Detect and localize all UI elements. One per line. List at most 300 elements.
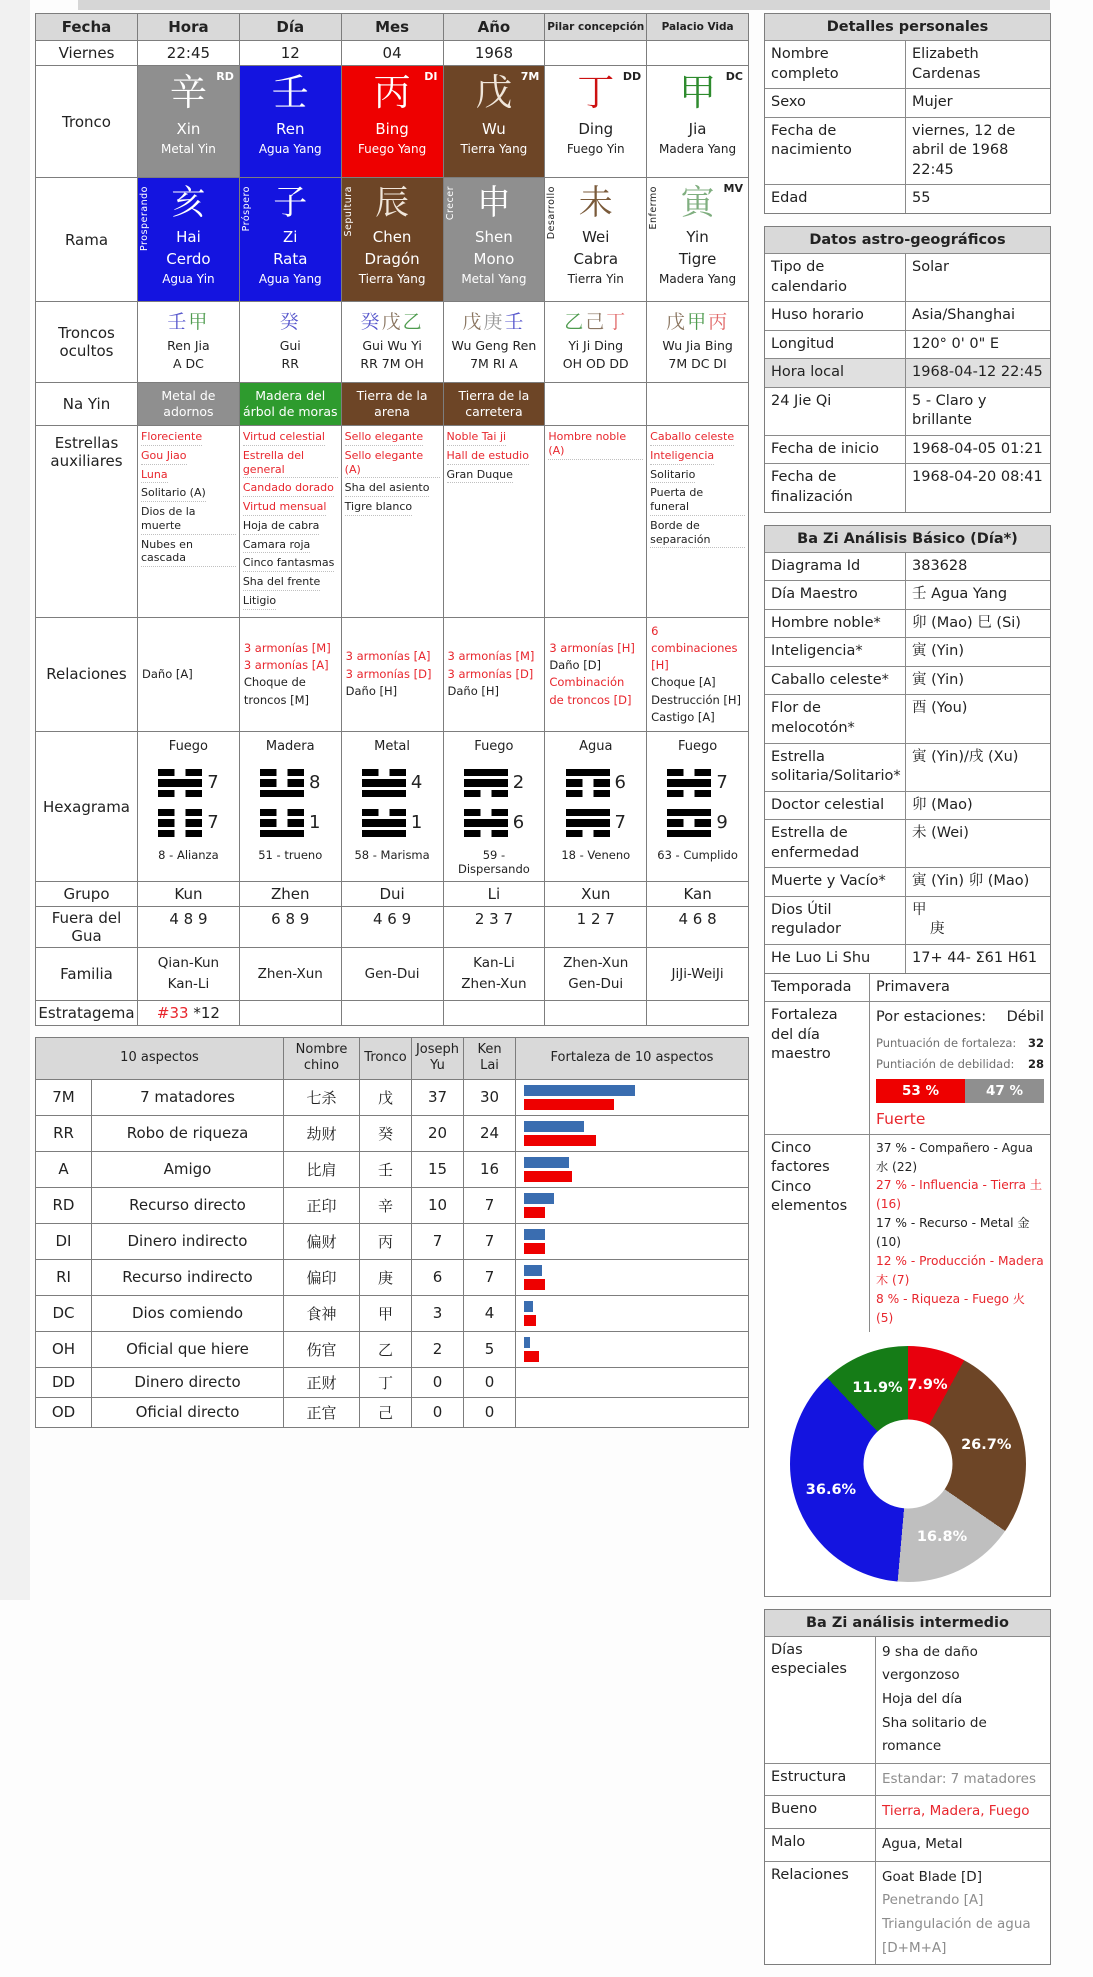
- aspects-header-josephyu: Joseph Yu: [411, 1037, 463, 1079]
- pillar-cell: [239, 425, 341, 617]
- trigram-lines: [464, 769, 508, 798]
- relation-item: Choque de troncos [M]: [243, 675, 310, 707]
- hidden-stem-pinyin: Ren Jia: [167, 338, 210, 353]
- astro-geo-key: Tipo de calendario: [765, 254, 906, 301]
- hidden-stem-char: 壬: [167, 311, 189, 333]
- pillar-row: [35, 65, 748, 177]
- aspects-header-group: 10 aspectos: [35, 1037, 283, 1079]
- trigram-line: [464, 769, 508, 777]
- trigram-lower: [362, 809, 422, 838]
- trigram-line: [260, 769, 304, 777]
- trigram-lines: [260, 769, 304, 798]
- trigram-lines: [566, 769, 610, 798]
- row-label-hexagrama: Hexagrama: [35, 731, 137, 881]
- pillar-cell: [443, 617, 545, 732]
- strength-score-label: Puntuación de fortaleza:: [876, 1035, 1017, 1050]
- pillar-cell: Kan: [646, 881, 748, 906]
- trigram-upper: [362, 769, 422, 798]
- intermediate-key: Relaciones: [765, 1862, 876, 1965]
- trigram-line: [362, 809, 406, 817]
- aspect-row: [35, 1367, 748, 1397]
- aspect-bar-josephyu: [524, 1229, 545, 1240]
- star-item-text: Virtud mensual: [243, 500, 327, 516]
- pillar-cell: [443, 947, 545, 1000]
- stem-role-tag: 7M: [520, 70, 540, 83]
- trigram-line: [158, 779, 202, 787]
- aspect-chinese-name: 正官: [283, 1397, 359, 1427]
- aspect-bars: [515, 1259, 748, 1295]
- trigram-lines: [260, 809, 304, 838]
- hidden-stem-characters: [648, 307, 747, 334]
- relation-item: Destrucción [H]: [651, 692, 742, 707]
- familia-line: Zhen-Xun: [563, 955, 629, 972]
- trigram-upper: [667, 769, 727, 798]
- stem-character: 辛: [169, 71, 207, 114]
- aspects-header-bars: Fortaleza de 10 aspectos: [515, 1037, 748, 1079]
- branch-element: Tierra Yin: [567, 272, 624, 287]
- hidden-stem-char: 戊: [666, 311, 688, 333]
- aspect-row: [35, 1295, 748, 1331]
- pillar-row: [35, 425, 748, 617]
- aspect-bar-josephyu: [524, 1337, 530, 1348]
- aspect-bars: [515, 1367, 748, 1397]
- pillar-cell: [137, 617, 239, 732]
- trigram-line: [260, 779, 304, 787]
- hexagram-element: Madera: [265, 739, 315, 754]
- personal-detail-row: [765, 88, 1050, 117]
- hidden-stem-characters: [445, 307, 544, 334]
- aspect-ken-lai-value: 0: [463, 1397, 515, 1427]
- aspect-name: Amigo: [91, 1151, 283, 1187]
- aspect-chinese-name: 劫财: [283, 1115, 359, 1151]
- aspect-code: OD: [35, 1397, 91, 1427]
- familia-line: Gen-Dui: [364, 965, 420, 982]
- star-item-text: Hall de estudio: [447, 449, 529, 465]
- aspect-name: Recurso directo: [91, 1187, 283, 1223]
- pillar-cell: 1968: [443, 40, 545, 65]
- aspect-name: Dinero directo: [91, 1367, 283, 1397]
- trigram-line: [260, 819, 304, 827]
- astro-geo-row: [765, 253, 1050, 301]
- aspects-header-chino: Nombre chino: [283, 1037, 359, 1079]
- pillar-cell: [544, 65, 646, 177]
- left-column: [35, 13, 749, 1977]
- intermediate-value-line: Sha solitario de romance: [882, 1714, 987, 1755]
- relation-item: 3 armonías [D]: [447, 666, 534, 681]
- aspect-joseph-yu-value: 0: [411, 1397, 463, 1427]
- trigram-number: 8: [309, 772, 321, 794]
- intermediate-row: [765, 1636, 1050, 1763]
- intermediate-value-line: Hoja del día: [882, 1690, 963, 1707]
- personal-details-title: Detalles personales: [765, 14, 1050, 40]
- branch-role-tag: MV: [723, 182, 743, 195]
- pillar-cell: [646, 425, 748, 617]
- pillar-corner-date: Viernes: [35, 40, 137, 65]
- stem-pinyin: Ren: [276, 119, 305, 138]
- star-item: [345, 430, 440, 446]
- intermediate-value-line: Tierra, Madera, Fuego: [882, 1803, 1030, 1820]
- intermediate-value: [876, 1796, 1050, 1828]
- branch-stage-label: Crecer: [444, 186, 456, 221]
- row-label-estrellas: Estrellas auxiliares: [35, 425, 137, 617]
- star-item-text: Camara roja: [243, 538, 310, 554]
- aspect-bars: [515, 1295, 748, 1331]
- star-item-text: Tigre blanco: [345, 500, 413, 516]
- pillar-cell: 04: [341, 40, 443, 65]
- basic-analysis-value: 寅 (Yin): [912, 643, 964, 660]
- pillar-cell: [137, 425, 239, 617]
- temporada-value: Primavera: [876, 978, 950, 995]
- star-item: [447, 449, 542, 465]
- hexagram-element: Fuego: [168, 739, 209, 754]
- aspect-bars: [515, 1223, 748, 1259]
- branch-character: 寅: [680, 183, 715, 223]
- aspect-bar-kenlai: [524, 1243, 545, 1254]
- trigram-number: 4: [410, 772, 423, 794]
- pillar-cell: [646, 947, 748, 1000]
- trigram-line: [158, 809, 202, 817]
- donut-label: 7.9%: [907, 1377, 948, 1394]
- stem-role-tag: DI: [424, 70, 438, 83]
- star-item-text: Inteligencia: [650, 449, 714, 465]
- pillar-row: [35, 382, 748, 425]
- pillar-cell: Tierra de la carretera: [443, 382, 545, 425]
- astro-geo-title: Datos astro-geográficos: [765, 227, 1050, 253]
- basic-analysis-value: 酉 (You): [912, 700, 968, 717]
- pillar-cell: [341, 177, 443, 301]
- pillar-header-row: [35, 13, 748, 40]
- row-label-grupo: Grupo: [35, 881, 137, 906]
- basic-analysis-value: [906, 897, 1050, 944]
- trigram-line: [667, 819, 711, 827]
- donut-label: 11.9%: [852, 1380, 903, 1397]
- hidden-stem-pinyin: Yi Ji Ding: [568, 338, 624, 353]
- astro-geo-key: Fecha de inicio: [765, 436, 906, 464]
- aspect-bars: [515, 1187, 748, 1223]
- pillar-cell: [239, 617, 341, 732]
- hidden-stem-char: 丙: [708, 311, 730, 333]
- aspect-bars: [515, 1397, 748, 1427]
- star-item: [243, 481, 338, 497]
- basic-analysis-value: 卯 (Mao): [912, 796, 973, 813]
- aspect-ken-lai-value: 7: [463, 1187, 515, 1223]
- aspect-joseph-yu-value: 20: [411, 1115, 463, 1151]
- row-label-tronco: Tronco: [35, 65, 137, 177]
- intermediate-value-line: Agua, Metal: [882, 1836, 963, 1853]
- branch-animal: Tigre: [678, 250, 717, 269]
- five-elements-donut-chart: [790, 1346, 1026, 1582]
- intermediate-value: [876, 1862, 1050, 1965]
- pillar-cell: [341, 731, 443, 881]
- aspect-ken-lai-value: 24: [463, 1115, 515, 1151]
- star-item-text: Sello elegante: [345, 430, 423, 446]
- personal-detail-value: 55: [912, 190, 931, 207]
- relation-item: Choque [A]: [651, 675, 716, 690]
- aspect-joseph-yu-value: 3: [411, 1295, 463, 1331]
- stem-pinyin: Wu: [482, 119, 506, 138]
- pillar-cell: [443, 177, 545, 301]
- star-item: [141, 538, 236, 568]
- basic-analysis-title: Ba Zi Análisis Básico (Día*): [765, 526, 1050, 552]
- pillar-cell: [341, 617, 443, 732]
- star-item: [650, 468, 745, 484]
- pillar-cell: [443, 425, 545, 617]
- trigram-upper: [158, 769, 218, 798]
- basic-analysis-row: [765, 743, 1050, 791]
- personal-detail-value: Elizabeth Cardenas: [912, 46, 981, 82]
- aspects-header-kenlai: Ken Lai: [463, 1037, 515, 1079]
- ten-aspects-table: [35, 1037, 749, 1428]
- aspect-bar-josephyu: [524, 1301, 533, 1312]
- aspect-ken-lai-value: 30: [463, 1079, 515, 1115]
- branch-stage-label: Prosperando: [139, 186, 150, 251]
- familia-line: Kan-Li: [473, 955, 515, 972]
- strength-score-line: [876, 1036, 1044, 1052]
- temporada-key: Temporada: [765, 974, 870, 1002]
- star-item: [243, 430, 338, 446]
- hidden-stem-roles: 7M DC DI: [668, 356, 727, 371]
- star-item: [243, 500, 338, 516]
- aspect-code: RD: [35, 1187, 91, 1223]
- star-item: [243, 538, 338, 554]
- intermediate-value-line: Estandar: 7 matadores: [882, 1770, 1036, 1787]
- pillar-cell: 12: [239, 40, 341, 65]
- pillar-cell: Palacio Vida: [646, 13, 748, 40]
- aspect-stem: 庚: [359, 1259, 411, 1295]
- trigram-lines: [667, 809, 711, 838]
- personal-detail-row: [765, 117, 1050, 185]
- intermediate-key: Días especiales: [765, 1637, 876, 1763]
- trigram-line: [260, 830, 304, 838]
- trigram-line: [362, 819, 406, 827]
- pillar-cell: [544, 1000, 646, 1025]
- hidden-stem-characters: [241, 307, 340, 334]
- trigram-line: [260, 790, 304, 798]
- aspect-stem: 丙: [359, 1223, 411, 1259]
- relation-item: Castigo [A]: [651, 709, 715, 724]
- hidden-stem-char: 壬: [504, 311, 526, 333]
- basic-analysis-row: [765, 580, 1050, 609]
- branch-animal: Mono: [473, 250, 515, 269]
- basic-analysis-value: 383628: [912, 557, 968, 574]
- trigram-line: [464, 830, 508, 838]
- astro-geo-row: [765, 435, 1050, 464]
- branch-character: 辰: [375, 183, 410, 223]
- branch-element: Madera Yang: [659, 272, 737, 287]
- aspect-ken-lai-value: 7: [463, 1259, 515, 1295]
- aspect-ken-lai-value: 7: [463, 1223, 515, 1259]
- branch-stage-label: Desarrollo: [546, 186, 558, 240]
- relation-item: Daño [H]: [345, 683, 398, 698]
- day-master-strength-value: [870, 1002, 1050, 1134]
- pillar-cell: [137, 301, 239, 382]
- aspect-chinese-name: 正财: [283, 1367, 359, 1397]
- intermediate-key: Estructura: [765, 1764, 876, 1796]
- trigram-lines: [464, 809, 508, 838]
- familia-line: Kan-Li: [167, 976, 210, 992]
- day-master-strength-key: Fortaleza del día maestro: [765, 1002, 870, 1134]
- pillar-cell: [239, 177, 341, 301]
- aspect-stem: 戊: [359, 1079, 411, 1115]
- astro-geo-key: Fecha de finalización: [765, 464, 906, 511]
- aspect-chinese-name: 偏印: [283, 1259, 359, 1295]
- pillar-row: [35, 177, 748, 301]
- star-item-text: Candado dorado: [243, 481, 334, 497]
- trigram-line: [566, 819, 610, 827]
- aspect-chinese-name: 食神: [283, 1295, 359, 1331]
- trigram-line: [362, 779, 406, 787]
- pillar-table: [35, 13, 749, 1026]
- pillar-cell: [443, 731, 545, 881]
- pillar-cell: [137, 177, 239, 301]
- aspect-code: DI: [35, 1223, 91, 1259]
- trigram-line: [566, 779, 610, 787]
- hidden-stem-char: 甲: [687, 311, 709, 333]
- hidden-stem-characters: [343, 307, 442, 334]
- basic-analysis-key: Inteligencia*: [765, 638, 906, 666]
- star-item: [345, 449, 440, 479]
- row-label-relaciones: Relaciones: [35, 617, 137, 732]
- hexagram-name: 63 - Cumplido: [657, 848, 738, 862]
- branch-element: Agua Yin: [162, 272, 215, 287]
- trigram-line: [667, 779, 711, 787]
- pillar-cell: [544, 40, 646, 65]
- hidden-stem-char: 庚: [483, 311, 505, 333]
- astro-geo-key: Hora local: [765, 359, 906, 387]
- trigram-line: [158, 819, 202, 827]
- star-item: [447, 468, 542, 484]
- trigram-line: [566, 790, 610, 798]
- personal-detail-key: Nombre completo: [765, 41, 906, 88]
- basic-analysis-value: 卯 (Mao) 巳 (Si): [912, 614, 1021, 631]
- basic-analysis-row: [765, 552, 1050, 581]
- strength-score-value: 32: [1027, 1035, 1044, 1050]
- aspects-header-row: [35, 1037, 748, 1079]
- branch-pinyin: Wei: [582, 228, 610, 247]
- pillar-cell: [646, 40, 748, 65]
- estratagema-part: #33: [156, 1004, 189, 1022]
- branch-pinyin: Shen: [475, 228, 513, 247]
- basic-analysis-key: Día Maestro: [765, 581, 906, 609]
- aspect-bar-josephyu: [524, 1157, 569, 1168]
- star-item-text: Litigio: [243, 594, 276, 610]
- trigram-lines: [362, 769, 406, 798]
- aspect-name: 7 matadores: [91, 1079, 283, 1115]
- aspect-row: [35, 1331, 748, 1367]
- trigram-number: 6: [614, 772, 626, 794]
- star-item: [141, 449, 236, 465]
- basic-analysis-key: Muerte y Vacío*: [765, 868, 906, 896]
- star-item: [243, 449, 338, 479]
- star-item: [243, 594, 338, 610]
- relation-item: 6 combinaciones [H]: [651, 623, 738, 672]
- intermediate-row: [765, 1861, 1050, 1965]
- star-item-text: Gou Jiao: [141, 449, 187, 465]
- five-factors-key: Cinco factores Cinco elementos: [765, 1135, 870, 1332]
- aspects-header-tronco: Tronco: [359, 1037, 411, 1079]
- aspect-row: [35, 1223, 748, 1259]
- astro-geo-key: 24 Jie Qi: [765, 388, 906, 435]
- star-item-text: Solitario (A): [141, 486, 206, 502]
- day-master-strength-row: [765, 1001, 1050, 1134]
- hidden-stem-roles: 7M RI A: [470, 356, 518, 371]
- row-label-nayin: Na Yin: [35, 382, 137, 425]
- pillar-cell: [137, 731, 239, 881]
- star-item: [650, 430, 745, 446]
- trigram-number: 9: [716, 812, 728, 834]
- personal-detail-key: Fecha de nacimiento: [765, 118, 906, 185]
- pillar-cell: [646, 382, 748, 425]
- aspect-bars: [515, 1115, 748, 1151]
- aspect-stem: 辛: [359, 1187, 411, 1223]
- star-item: [141, 505, 236, 535]
- aspect-ken-lai-value: 5: [463, 1331, 515, 1367]
- pillar-cell: 4 8 9: [137, 906, 239, 947]
- aspect-joseph-yu-value: 7: [411, 1223, 463, 1259]
- aspect-stem: 壬: [359, 1151, 411, 1187]
- stem-element: Agua Yang: [258, 141, 322, 156]
- astro-geo-row: [765, 330, 1050, 359]
- branch-character: 子: [273, 183, 308, 223]
- strength-bar-weak: 47 %: [965, 1079, 1044, 1103]
- pillar-cell: [443, 65, 545, 177]
- hexagram-element: Fuego: [677, 739, 718, 754]
- star-item-text: Floreciente: [141, 430, 202, 446]
- basic-analysis-row: [765, 609, 1050, 638]
- trigram-upper: [566, 769, 626, 798]
- aspect-name: Dinero indirecto: [91, 1223, 283, 1259]
- aspect-name: Oficial que hiere: [91, 1331, 283, 1367]
- basic-analysis-value: 寅 (Yin): [912, 671, 964, 688]
- basic-analysis-value: 寅 (Yin)/戌 (Xu): [912, 748, 1019, 765]
- basic-analysis-row: [765, 819, 1050, 867]
- hidden-stem-char: 甲: [188, 311, 210, 333]
- trigram-upper: [464, 769, 524, 798]
- aspect-joseph-yu-value: 10: [411, 1187, 463, 1223]
- relation-item: 3 armonías [M]: [447, 649, 535, 664]
- fuera-row: [35, 906, 748, 947]
- aspect-name: Oficial directo: [91, 1397, 283, 1427]
- trigram-line: [464, 819, 508, 827]
- hidden-stem-char: 丁: [606, 311, 628, 333]
- aspect-bar-kenlai: [524, 1279, 545, 1290]
- astro-geo-value: 120° 0' 0" E: [912, 335, 1000, 352]
- basic-analysis-row: [765, 944, 1050, 973]
- aspect-joseph-yu-value: 37: [411, 1079, 463, 1115]
- trigram-line: [362, 769, 406, 777]
- trigram-number: 2: [512, 772, 525, 794]
- aspect-name: Dios comiendo: [91, 1295, 283, 1331]
- weakness-score-label: Puntiación de debilidad:: [876, 1057, 1015, 1072]
- astro-geo-value: 5 - Claro y brillante: [912, 392, 987, 429]
- pillar-cell: [239, 1000, 341, 1025]
- strength-seasonal-line: [876, 1008, 1044, 1028]
- row-label-familia: Familia: [35, 947, 137, 1000]
- aspect-ken-lai-value: 4: [463, 1295, 515, 1331]
- pillar-cell: Xun: [544, 881, 646, 906]
- page-top-strip: [78, 0, 1050, 10]
- pillar-cell: [646, 65, 748, 177]
- aspect-bar-josephyu: [524, 1265, 542, 1276]
- basic-analysis-value: 17+ 44- Σ61 H61: [912, 950, 1038, 966]
- trigram-upper: [260, 769, 320, 798]
- trigram-line: [464, 809, 508, 817]
- pillar-cell: [443, 301, 545, 382]
- aspect-stem: 乙: [359, 1331, 411, 1367]
- five-factors-line: 37 % - Compañero - Agua 水 (22): [876, 1140, 1033, 1174]
- aspect-chinese-name: 偏财: [283, 1223, 359, 1259]
- hidden-stem-pinyin: Gui: [279, 338, 301, 353]
